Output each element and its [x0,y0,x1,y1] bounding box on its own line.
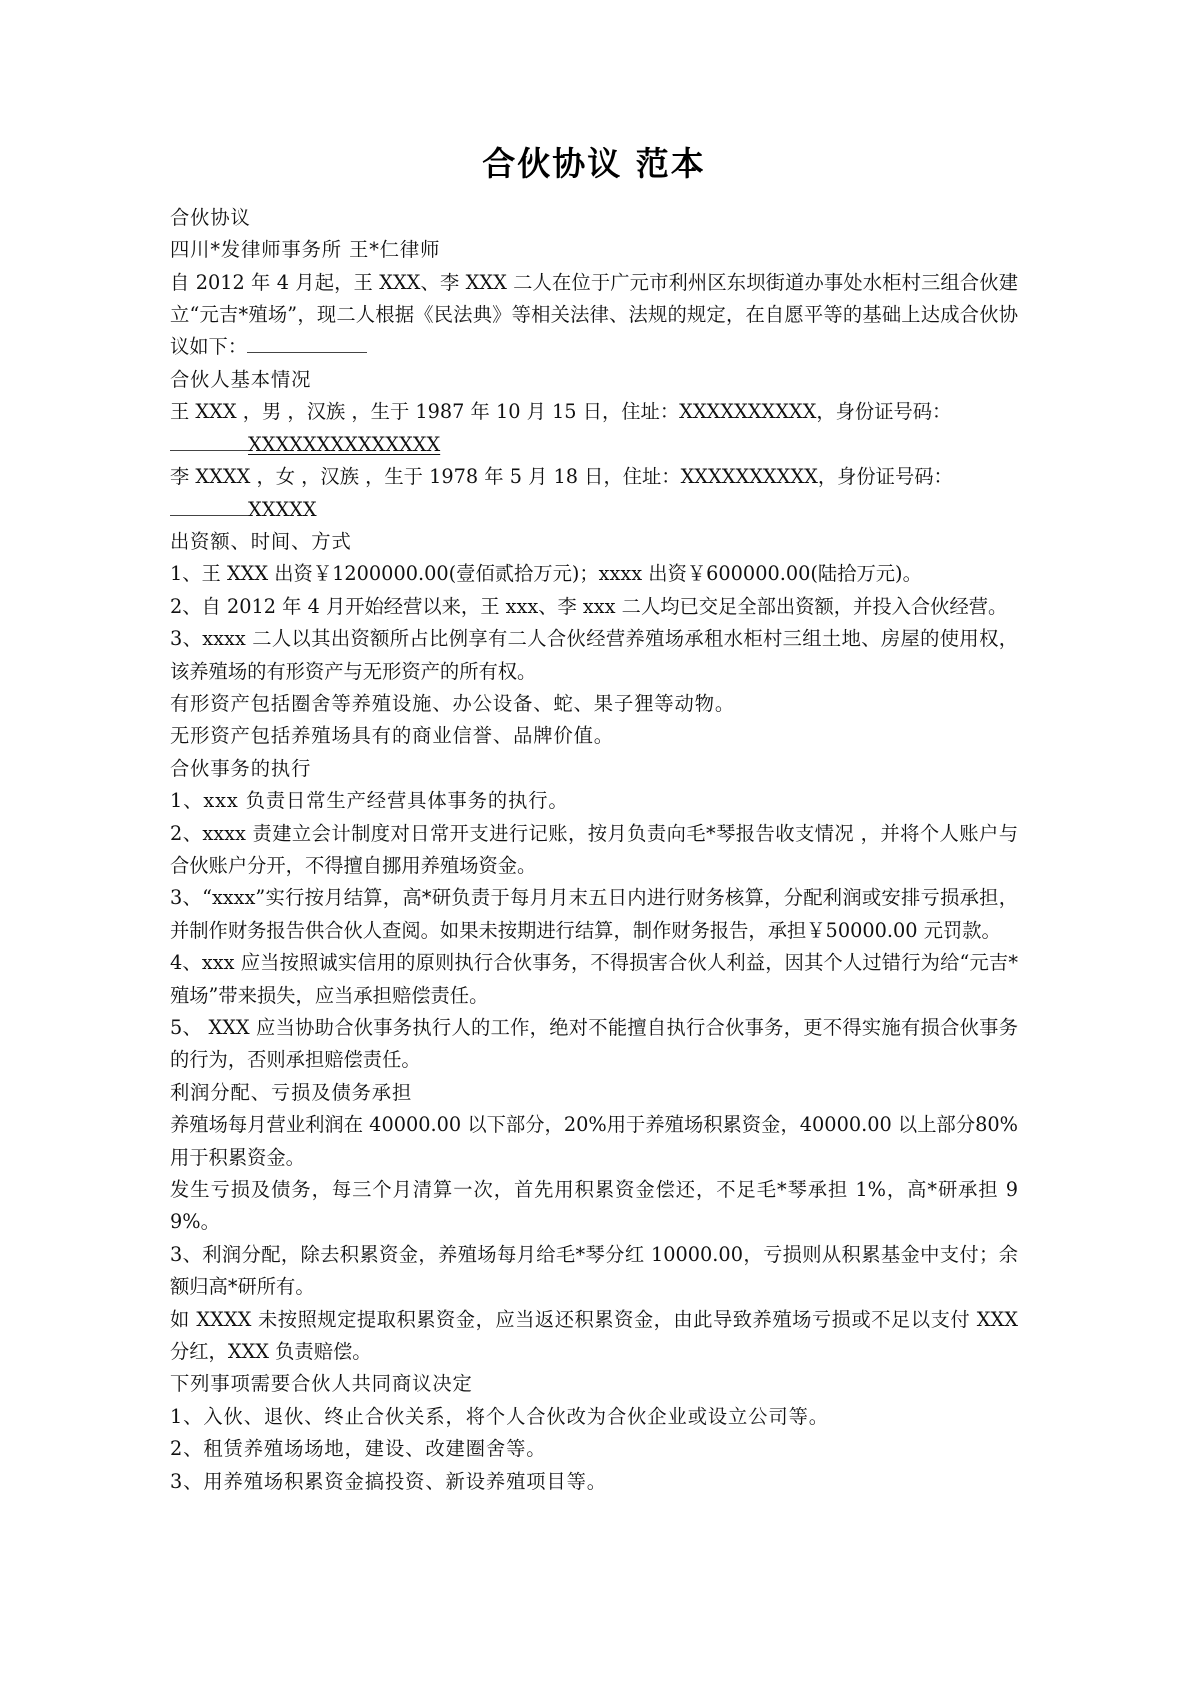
paragraph-partner-one [170,396,1018,428]
fill-in-blank-partner-two [170,496,248,516]
fill-in-blank-preamble [247,333,367,353]
paragraph-execution-5: 5、 XXX 应当协助合伙事务执行人的工作，绝对不能擅自执行合伙事务，更不得实施有损合伙事务的行为，否则承担赔偿责任。 [170,1016,1018,1072]
paragraph-heading-execution: 合伙事务的执行 [170,756,312,780]
paragraph-partner-two-id [170,494,1018,526]
partner-one-id-value: XXXXXXXXXXXXXX [248,432,441,456]
paragraph-profit-1: 养殖场每月营业利润在 40000.00 以下部分，20%用于养殖场积累资金，40000.00 以上部分80%用于积累资金。 [170,1113,1018,1169]
paragraph-capital-3: 3、xxxx 二人以其出资额所占比例享有二人合伙经营养殖场承租水柜村三组土地、房屋的使用权，该养殖场的有形资产与无形资产的所有权。 [170,627,1018,683]
paragraph-tangible-assets: 有形资产包括圈舍等养殖设施、办公设备、蛇、果子狸等动物。 [170,691,736,715]
paragraph-capital-2: 2、自 2012 年 4 月开始经营以来，王 xxx、李 xxx 二人均已交足全部出资额，并投入合伙经营。 [170,594,1008,618]
paragraph-profit-2: 发生亏损及债务，每三个月清算一次，首先用积累资金偿还，不足毛*琴承担 1%，高*研承担 99%。 [170,1178,1018,1234]
paragraph-heading-partners: 合伙人基本情况 [170,367,312,391]
preamble-text: 自 2012 年 4 月起，王 XXX、李 XXX 二人在位于广元市利州区东坝街道办事处水柜村三组合伙建立“元吉*殖场”，现二人根据《民法典》等相关法律、法规的规定，在自愿平等的基础上达成合伙协议如下： [170,270,1018,359]
paragraph-partner-two [170,461,1018,493]
page-title: 合伙协议 范本 [482,144,706,183]
document-body [170,140,1018,1498]
paragraph-profit-3: 3、利润分配，除去积累资金，养殖场每月给毛*琴分红 10000.00，亏损则从积累基金中支付；余额归高*研所有。 [170,1242,1018,1299]
paragraph-decision-2: 2、租赁养殖场场地，建设、改建圈舍等。 [170,1437,547,1461]
paragraph-heading-agreement: 合伙协议 [170,205,251,229]
fill-in-blank-partner-one [170,431,248,451]
paragraph-capital-1: 1、王 XXX 出资￥1200000.00(壹佰贰拾万元)；xxxx 出资￥600000.00(陆拾万元)。 [170,562,922,586]
paragraph-execution-3: 3、“xxxx”实行按月结算，高*研负责于每月月末五日内进行财务核算，分配利润或安排亏损承担，并制作财务报告供合伙人查阅。如果未按期进行结算，制作财务报告，承担￥50000.00 元罚款。 [170,886,1018,942]
paragraph-lawfirm: 四川*发律师事务所 王*仁律师 [170,238,441,262]
partner-one-text: 王 XXX ，男 ，汉族 ，生于 1987 年 10 月 15 日，住址：XXXXXXXXXX，身份证号码： [170,400,952,424]
partner-two-text: 李 XXXX ，女 ，汉族 ，生于 1978 年 5 月 18 日，住址：XXXXXXXXXX，身份证号码： [170,465,953,489]
paragraph-decision-1: 1、入伙、退伙、终止合伙关系，将个人合伙改为合伙企业或设立公司等。 [170,1404,829,1428]
paragraph-profit-4: 如 XXXX 未按照规定提取积累资金，应当返还积累资金，由此导致养殖场亏损或不足以支付 XXX 分红，XXX 负责赔偿。 [170,1307,1018,1364]
paragraph-intangible-assets: 无形资产包括养殖场具有的商业信誉、品牌价值。 [170,724,614,748]
paragraph-execution-2: 2、xxxx 责建立会计制度对日常开支进行记账，按月负责向毛*琴报告收支情况 ，并将个人账户与合伙账户分开，不得擅自挪用养殖场资金。 [170,821,1018,877]
paragraph-heading-profit: 利润分配、亏损及债务承担 [170,1080,413,1104]
paragraph-execution-1: 1、xxx 负责日常生产经营具体事务的执行。 [170,789,569,813]
paragraph-heading-decisions: 下列事项需要合伙人共同商议决定 [170,1372,473,1396]
paragraph-partner-one-id [170,429,1018,461]
paragraph-preamble [170,267,1018,364]
paragraph-execution-4: 4、xxx 应当按照诚实信用的原则执行合伙事务，不得损害合伙人利益，因其个人过错行为给“元吉*殖场”带来损失，应当承担赔偿责任。 [170,951,1018,1007]
paragraph-heading-capital: 出资额、时间、方式 [170,529,352,553]
partner-two-id-value: XXXXX [248,497,317,521]
paragraph-decision-3: 3、用养殖场积累资金搞投资、新设养殖项目等。 [170,1469,607,1493]
